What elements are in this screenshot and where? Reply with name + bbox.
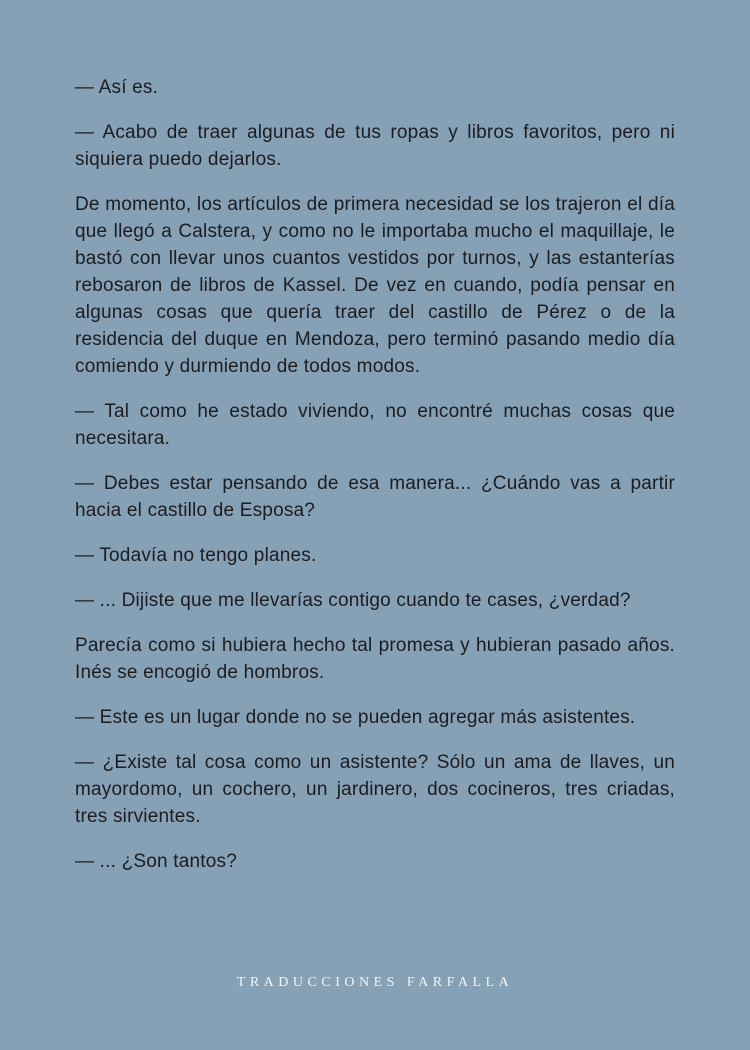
- footer-credit: TRADUCCIONES FARFALLA: [236, 975, 514, 990]
- page-body: [75, 74, 675, 893]
- paragraph: — Acabo de traer algunas de tus ropas y libros favoritos, pero ni siquiera puedo dejarlos.: [75, 122, 675, 170]
- paragraph: — Debes estar pensando de esa manera... ¿Cuándo vas a partir hacia el castillo de Esposa?: [75, 473, 675, 521]
- paragraph: — ... ¿Son tantos?: [75, 851, 238, 872]
- paragraph: — Este es un lugar donde no se pueden agregar más asistentes.: [75, 707, 636, 728]
- paragraph: — ¿Existe tal cosa como un asistente? Sólo un ama de llaves, un mayordomo, un cochero, un jardinero, dos cocineros, tres criadas, tres sirvientes.: [75, 752, 675, 827]
- paragraph: — Así es.: [75, 77, 159, 98]
- paragraph: — Tal como he estado viviendo, no encontré muchas cosas que necesitara.: [75, 401, 675, 449]
- paragraph: — ... Dijiste que me llevarías contigo cuando te cases, ¿verdad?: [75, 590, 631, 611]
- paragraph: — Todavía no tengo planes.: [75, 545, 317, 566]
- paragraph: Parecía como si hubiera hecho tal promesa y hubieran pasado años. Inés se encogió de hombros.: [75, 635, 675, 683]
- paragraph: De momento, los artículos de primera necesidad se los trajeron el día que llegó a Calstera, y como no le importaba mucho el maquillaje, le bastó con llevar unos cuantos vestidos por turnos, y las estanterías rebosaron de libros de Kassel. De vez en cuando, podía pensar en algunas cosas que quería traer del castillo de Pérez o de la residencia del duque en Mendoza, pero terminó pasando medio día comiendo y durmiendo de todos modos.: [75, 194, 675, 377]
